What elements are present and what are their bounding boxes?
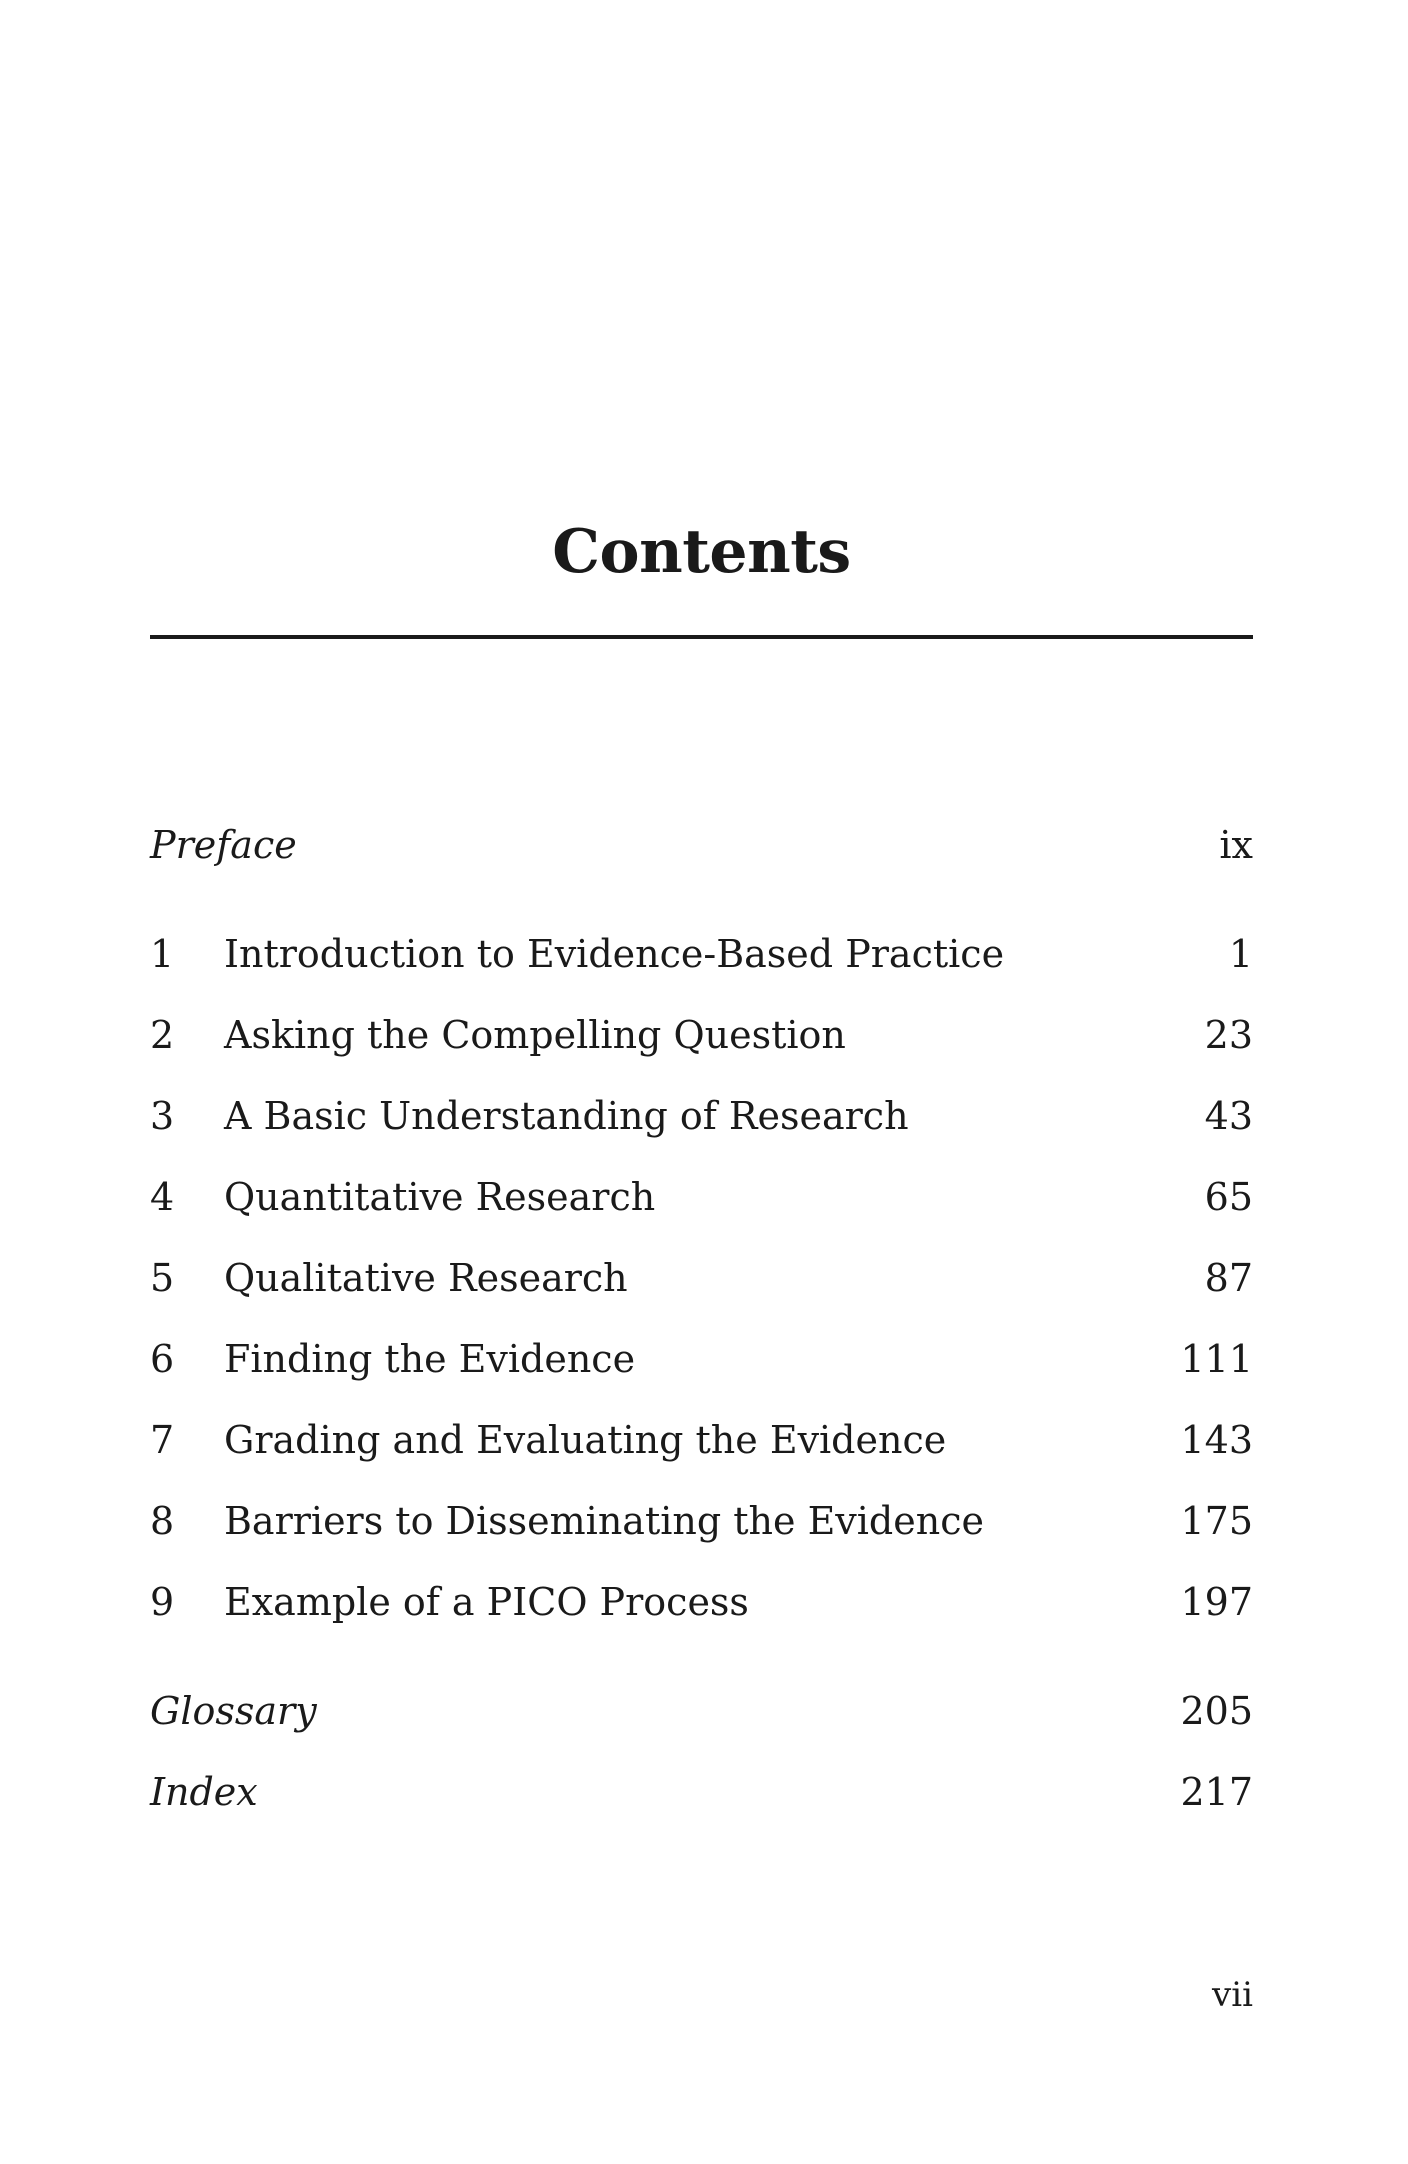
chapter-title: Example of a PICO Process	[224, 1580, 749, 1624]
chapter-number: 7	[150, 1418, 175, 1462]
toc-entry-page: 217	[1180, 1770, 1253, 1814]
chapter-page: 175	[1180, 1499, 1253, 1543]
chapter-page: 197	[1180, 1580, 1253, 1624]
toc-entry-label: Index	[150, 1770, 258, 1814]
toc-chapter-6	[150, 1329, 1253, 1389]
toc-entry-page: 205	[1180, 1689, 1253, 1733]
toc-entry-index	[150, 1762, 1253, 1822]
chapter-number: 6	[150, 1337, 175, 1381]
chapter-number: 3	[150, 1094, 175, 1138]
chapter-title: Introduction to Evidence-Based Practice	[224, 932, 1005, 976]
toc-chapter-4	[150, 1167, 1253, 1227]
chapter-number: 5	[150, 1256, 175, 1300]
chapter-page: 1	[1228, 932, 1253, 976]
toc-entry-page: ix	[1219, 823, 1253, 867]
chapter-page: 43	[1204, 1094, 1253, 1138]
title-rule	[150, 635, 1253, 639]
chapter-title: Qualitative Research	[224, 1256, 628, 1300]
chapter-page: 87	[1204, 1256, 1253, 1300]
chapter-page: 65	[1204, 1175, 1253, 1219]
chapter-number: 2	[150, 1013, 175, 1057]
chapter-page: 143	[1180, 1418, 1253, 1462]
toc-chapter-9	[150, 1572, 1253, 1632]
chapter-number: 1	[150, 932, 175, 976]
toc-chapter-3	[150, 1086, 1253, 1146]
chapter-number: 8	[150, 1499, 175, 1543]
page-title: Contents	[552, 517, 851, 587]
chapter-title: Finding the Evidence	[224, 1337, 636, 1381]
page-folio: vii	[1212, 1975, 1253, 2015]
toc-chapter-8	[150, 1491, 1253, 1551]
toc-chapter-7	[150, 1410, 1253, 1470]
toc-chapter-1	[150, 924, 1253, 984]
chapter-title: Barriers to Disseminating the Evidence	[224, 1499, 984, 1543]
chapter-number: 4	[150, 1175, 175, 1219]
toc-chapter-2	[150, 1005, 1253, 1065]
toc-entry-label: Glossary	[150, 1689, 317, 1733]
chapter-title: Grading and Evaluating the Evidence	[224, 1418, 947, 1462]
chapter-page: 111	[1180, 1337, 1253, 1381]
chapter-title: A Basic Understanding of Research	[224, 1094, 909, 1138]
toc-chapter-5	[150, 1248, 1253, 1308]
toc-entry-label: Preface	[150, 823, 297, 867]
chapter-page: 23	[1204, 1013, 1253, 1057]
chapter-title: Asking the Compelling Question	[224, 1013, 846, 1057]
toc-entry-glossary	[150, 1681, 1253, 1741]
toc-entry-preface	[150, 815, 1253, 875]
chapter-title: Quantitative Research	[224, 1175, 656, 1219]
chapter-number: 9	[150, 1580, 175, 1624]
